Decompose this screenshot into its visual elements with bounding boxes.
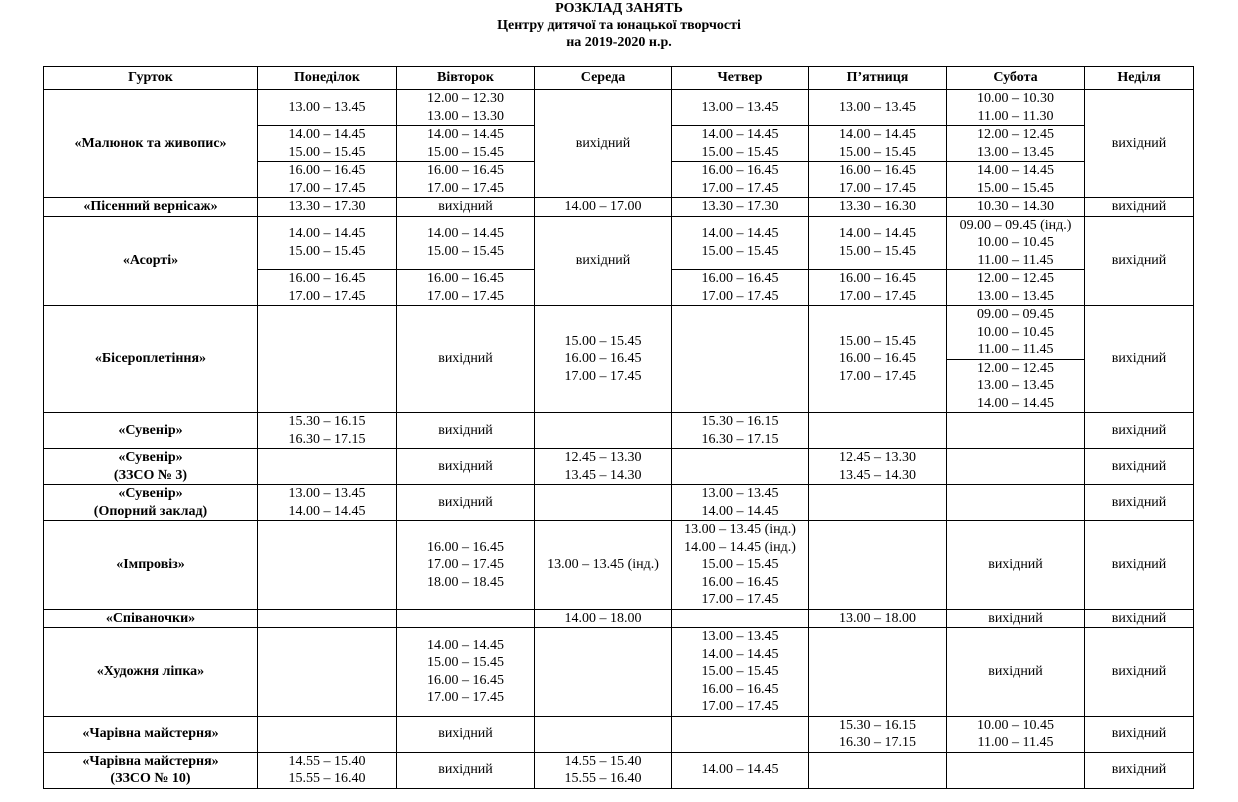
group-name-cell (44, 485, 258, 521)
table-row (44, 198, 1194, 217)
table-row (44, 485, 1194, 521)
schedule-cell (809, 485, 947, 521)
time-slot-text: 16.00 – 16.45 (427, 271, 504, 286)
schedule-cell (672, 609, 809, 628)
group-name-cell (44, 521, 258, 610)
time-slot-text: 17.00 – 17.45 (701, 699, 779, 714)
group-name-cell (44, 609, 258, 628)
table-row (44, 716, 1194, 752)
schedule-cell (258, 413, 397, 449)
schedule-cell (947, 609, 1085, 628)
time-slot-text: 15.00 – 15.45 (839, 333, 916, 349)
schedule-cell (672, 449, 809, 485)
table-row (44, 521, 1194, 610)
schedule-cell (258, 198, 397, 217)
schedule-cell (535, 521, 672, 610)
time-slot-text: 14.00 – 14.45 (701, 646, 779, 662)
time-slot-text: 13.00 – 13.45 (701, 486, 779, 501)
schedule-cell (1085, 216, 1194, 306)
schedule-cell (672, 306, 809, 413)
group-name-cell (44, 90, 258, 198)
schedule-cell (397, 449, 535, 485)
schedule-cell (947, 90, 1085, 126)
col-header-monday: Понеділок (258, 67, 397, 90)
time-slot-text: вихідний (1111, 422, 1167, 438)
time-slot-text: «Імпровіз» (116, 557, 185, 572)
time-slot-text: 16.00 – 16.45 (701, 163, 779, 178)
time-slot-text: 15.00 – 15.45 (564, 333, 642, 349)
time-slot-text: «Сувенір» (118, 422, 183, 438)
schedule-cell (397, 162, 535, 198)
schedule-cell (809, 216, 947, 270)
col-header-sunday: Неділя (1085, 67, 1194, 90)
time-slot-text: «Чарівна майстерня» (82, 753, 219, 769)
time-slot-text: 13.00 – 13.45 (інд.) (684, 522, 796, 537)
schedule-cell (258, 628, 397, 717)
schedule-cell (947, 413, 1085, 449)
time-slot-text: 14.00 – 17.00 (564, 199, 642, 214)
time-slot-text: 15.00 – 15.45 (427, 144, 504, 160)
col-header-wednesday: Середа (535, 67, 672, 90)
time-slot-text: 14.00 – 14.45 (288, 503, 366, 519)
time-slot-text: 15.00 – 15.45 (427, 243, 504, 259)
schedule-cell (947, 198, 1085, 217)
schedule-cell (397, 752, 535, 788)
time-slot-text: 14.00 – 14.45 (інд.) (684, 539, 796, 555)
time-slot-text: 17.00 – 17.45 (427, 288, 504, 304)
schedule-cell (258, 449, 397, 485)
schedule-cell (947, 270, 1085, 306)
time-slot-text: 17.00 – 17.45 (427, 690, 504, 706)
time-slot-text: 13.00 – 13.45 (701, 99, 779, 115)
time-slot-text: 14.00 – 14.45 (427, 127, 504, 142)
time-slot-text: 17.00 – 17.45 (701, 592, 779, 607)
time-slot-text: 17.00 – 17.45 (288, 180, 366, 196)
time-slot-text: 10.00 – 10.45 (977, 717, 1054, 733)
schedule-cell (397, 270, 535, 306)
schedule-cell (1085, 90, 1194, 198)
time-slot-text: 14.00 – 14.45 (701, 762, 779, 778)
time-slot-text: 14.00 – 14.45 (427, 637, 504, 653)
schedule-cell (1085, 752, 1194, 788)
header-row (44, 67, 1194, 90)
schedule-cell (672, 90, 809, 126)
col-header-tuesday: Вівторок (397, 67, 535, 90)
time-slot-text: 09.00 – 09.45 (977, 307, 1054, 322)
time-slot-text: вихідний (988, 610, 1043, 626)
time-slot-text: вихідний (1111, 726, 1167, 742)
time-slot-text: 17.00 – 17.45 (701, 288, 779, 304)
time-slot-text: 18.00 – 18.45 (427, 574, 504, 590)
time-slot-text: 15.00 – 15.45 (288, 144, 366, 160)
schedule-cell (672, 752, 809, 788)
schedule-cell (397, 716, 535, 752)
time-slot-text: 13.00 – 13.45 (інд.) (547, 557, 659, 572)
time-slot-text: вихідний (1111, 458, 1167, 474)
time-slot-text: 15.00 – 15.45 (977, 180, 1054, 196)
time-slot-text: 16.00 – 16.45 (288, 271, 366, 286)
document-header (0, 0, 1238, 51)
time-slot-text: 17.00 – 17.45 (427, 180, 504, 196)
time-slot-text: 17.00 – 17.45 (564, 368, 642, 384)
time-slot-text: 14.00 – 14.45 (977, 163, 1054, 178)
time-slot-text: 14.55 – 15.40 (288, 753, 366, 769)
group-name-cell (44, 198, 258, 217)
time-slot-text: 10.00 – 10.45 (977, 324, 1054, 340)
time-slot-text: 16.30 – 17.15 (839, 735, 916, 750)
schedule-cell (1085, 485, 1194, 521)
schedule-cell (672, 716, 809, 752)
time-slot-text: 17.00 – 17.45 (427, 557, 504, 572)
schedule-cell (672, 413, 809, 449)
schedule-cell (1085, 198, 1194, 217)
time-slot-text: вихідний (438, 762, 493, 778)
time-slot-text: 16.00 – 16.45 (427, 539, 504, 555)
schedule-cell (535, 485, 672, 521)
time-slot-text: 13.00 – 13.45 (288, 486, 366, 501)
schedule-cell (1085, 628, 1194, 717)
table-row (44, 628, 1194, 717)
time-slot-text: 12.00 – 12.45 (977, 127, 1054, 142)
time-slot-text: вихідний (438, 422, 493, 438)
schedule-cell (672, 126, 809, 162)
time-slot-text: 12.00 – 12.45 (977, 271, 1054, 286)
time-slot-text: 13.00 – 13.45 (977, 144, 1054, 160)
time-slot-text: 15.00 – 15.45 (701, 664, 779, 679)
schedule-cell (535, 628, 672, 717)
time-slot-text: 14.00 – 14.45 (977, 395, 1054, 411)
schedule-cell (1085, 449, 1194, 485)
schedule-cell (1085, 306, 1194, 413)
time-slot-text: 13.45 – 14.30 (839, 467, 916, 483)
table-row (44, 90, 1194, 126)
group-name-cell (44, 413, 258, 449)
time-slot-text: 09.00 – 09.45 (інд.) (959, 217, 1072, 233)
time-slot-text: 15.55 – 16.40 (564, 771, 642, 786)
time-slot-text: вихідний (575, 253, 631, 268)
time-slot-text: 14.00 – 14.45 (288, 226, 366, 242)
time-slot-text: вихідний (1111, 610, 1167, 626)
schedule-cell (258, 216, 397, 270)
time-slot-text: 11.00 – 11.45 (977, 252, 1054, 268)
schedule-cell (672, 216, 809, 270)
time-slot-text: 11.00 – 11.45 (977, 342, 1054, 357)
time-slot-text: 13.00 – 13.45 (977, 288, 1054, 304)
time-slot-text: 16.00 – 16.45 (839, 163, 916, 178)
time-slot-text: 16.00 – 16.45 (839, 351, 916, 367)
schedule-cell (809, 126, 947, 162)
col-header-friday: П’ятниця (809, 67, 947, 90)
time-slot-text: 12.00 – 12.45 (977, 360, 1054, 376)
schedule-cell (397, 521, 535, 610)
time-slot-text: «Сувенір» (118, 486, 183, 501)
schedule-cell (947, 628, 1085, 717)
table-row (44, 216, 1194, 270)
time-slot-text: 16.30 – 17.15 (701, 431, 779, 447)
schedule-cell (947, 306, 1085, 360)
col-header-thursday: Четвер (672, 67, 809, 90)
schedule-cell (397, 198, 535, 217)
schedule-cell (809, 90, 947, 126)
time-slot-text: 15.30 – 16.15 (288, 414, 366, 429)
schedule-cell (535, 306, 672, 413)
time-slot-text: вихідний (575, 135, 631, 151)
time-slot-text: вихідний (438, 199, 493, 214)
schedule-cell (809, 752, 947, 788)
group-name-cell (44, 752, 258, 788)
schedule-cell (809, 306, 947, 413)
time-slot-text: 16.00 – 16.45 (427, 163, 504, 178)
time-slot-text: «Бісероплетіння» (94, 351, 207, 367)
schedule-cell (258, 162, 397, 198)
schedule-cell (258, 126, 397, 162)
schedule-cell (397, 216, 535, 270)
schedule-cell (535, 90, 672, 198)
time-slot-text: вихідний (438, 494, 493, 510)
schedule-cell (258, 716, 397, 752)
time-slot-text: 17.00 – 17.45 (839, 180, 916, 196)
schedule-cell (397, 628, 535, 717)
time-slot-text: «Пісенний вернісаж» (83, 199, 218, 214)
time-slot-text: 16.00 – 16.45 (701, 681, 779, 697)
time-slot-text: 13.45 – 14.30 (564, 467, 642, 483)
time-slot-text: 15.30 – 16.15 (701, 414, 779, 429)
time-slot-text: 14.00 – 14.45 (427, 226, 504, 242)
academic-year: на 2019-2020 н.р. (566, 35, 672, 50)
col-header-group: Гурток (44, 67, 258, 90)
schedule-cell (397, 413, 535, 449)
schedule-cell (535, 449, 672, 485)
schedule-cell (672, 628, 809, 717)
time-slot-text: вихідний (1111, 199, 1167, 214)
time-slot-text: вихідний (438, 726, 493, 742)
table-row (44, 306, 1194, 360)
time-slot-text: 16.00 – 16.45 (701, 574, 779, 590)
schedule-cell (535, 716, 672, 752)
schedule-cell (397, 90, 535, 126)
time-slot-text: (ЗЗСО № 3) (113, 467, 188, 483)
table-row (44, 752, 1194, 788)
time-slot-text: (Опорний заклад) (93, 503, 208, 519)
time-slot-text: 14.00 – 14.45 (839, 127, 916, 142)
time-slot-text: 14.00 – 14.45 (288, 127, 366, 142)
schedule-cell (258, 485, 397, 521)
time-slot-text: 13.00 – 18.00 (839, 610, 916, 626)
schedule-cell (809, 609, 947, 628)
schedule-cell (947, 716, 1085, 752)
time-slot-text: 15.00 – 15.45 (427, 655, 504, 671)
group-name-cell (44, 449, 258, 485)
time-slot-text: «Художня ліпка» (96, 664, 205, 679)
time-slot-text: 15.00 – 15.45 (701, 557, 779, 572)
time-slot-text: 14.00 – 18.00 (564, 610, 642, 626)
schedule-cell (1085, 716, 1194, 752)
group-name-cell (44, 628, 258, 717)
time-slot-text: 15.00 – 15.45 (839, 144, 916, 160)
document-title: РОЗКЛАД ЗАНЯТЬ (555, 1, 683, 16)
group-name-cell (44, 216, 258, 306)
time-slot-text: вихідний (1111, 557, 1167, 572)
table-row (44, 449, 1194, 485)
schedule-cell (1085, 413, 1194, 449)
schedule-cell (258, 752, 397, 788)
schedule-cell (947, 449, 1085, 485)
schedule-cell (672, 162, 809, 198)
schedule-cell (809, 716, 947, 752)
schedule-cell (258, 521, 397, 610)
time-slot-text: 15.00 – 15.45 (839, 243, 916, 259)
schedule-cell (947, 216, 1085, 270)
time-slot-text: 15.30 – 16.15 (839, 717, 916, 733)
time-slot-text: вихідний (1111, 664, 1167, 679)
time-slot-text: 17.00 – 17.45 (701, 180, 779, 196)
time-slot-text: 11.00 – 11.30 (977, 108, 1054, 124)
schedule-cell (258, 270, 397, 306)
schedule-cell (1085, 609, 1194, 628)
table-row (44, 413, 1194, 449)
schedule-cell (672, 521, 809, 610)
schedule-cell (397, 485, 535, 521)
time-slot-text: вихідний (988, 557, 1043, 572)
time-slot-text: 10.30 – 14.30 (977, 199, 1054, 214)
time-slot-text: вихідний (1111, 351, 1167, 367)
schedule-cell (809, 162, 947, 198)
time-slot-text: 11.00 – 11.45 (977, 735, 1054, 750)
time-slot-text: 13.00 – 13.45 (977, 378, 1054, 393)
time-slot-text: 15.00 – 15.45 (288, 243, 366, 259)
time-slot-text: вихідний (1111, 253, 1167, 268)
time-slot-text: 14.00 – 14.45 (701, 503, 779, 519)
time-slot-text: 16.00 – 16.45 (839, 271, 916, 286)
group-name-cell (44, 716, 258, 752)
schedule-cell (258, 90, 397, 126)
schedule-cell (672, 485, 809, 521)
time-slot-text: вихідний (1111, 494, 1167, 510)
schedule-table (43, 66, 1194, 789)
group-name-cell (44, 306, 258, 413)
schedule-cell (947, 485, 1085, 521)
schedule-cell (397, 609, 535, 628)
time-slot-text: вихідний (1111, 135, 1167, 151)
time-slot-text: «Співаночки» (105, 610, 196, 626)
time-slot-text: 12.00 – 12.30 (427, 91, 504, 106)
schedule-cell (535, 216, 672, 306)
document-subtitle: Центру дитячої та юнацької творчості (497, 18, 741, 33)
schedule-cell (535, 752, 672, 788)
time-slot-text: 10.00 – 10.45 (977, 235, 1054, 250)
schedule-cell (397, 306, 535, 413)
time-slot-text: 16.00 – 16.45 (427, 672, 504, 688)
schedule-cell (397, 126, 535, 162)
schedule-cell (947, 359, 1085, 413)
col-header-saturday: Субота (947, 67, 1085, 90)
time-slot-text: вихідний (988, 664, 1043, 679)
time-slot-text: 17.00 – 17.45 (839, 288, 916, 304)
time-slot-text: 16.00 – 16.45 (288, 163, 366, 178)
time-slot-text: 12.45 – 13.30 (839, 450, 916, 465)
schedule-cell (258, 609, 397, 628)
table-row (44, 609, 1194, 628)
time-slot-text: 17.00 – 17.45 (288, 288, 366, 304)
time-slot-text: 13.00 – 13.30 (427, 108, 504, 124)
time-slot-text: вихідний (1111, 762, 1167, 778)
time-slot-text: 16.00 – 16.45 (564, 351, 642, 367)
time-slot-text: 14.00 – 14.45 (701, 226, 779, 242)
schedule-cell (809, 198, 947, 217)
time-slot-text: (ЗЗСО № 10) (110, 771, 191, 786)
schedule-cell (809, 413, 947, 449)
time-slot-text: 10.00 – 10.30 (977, 91, 1054, 106)
time-slot-text: 13.30 – 17.30 (701, 199, 779, 214)
time-slot-text: 12.45 – 13.30 (564, 450, 642, 465)
time-slot-text: 17.00 – 17.45 (839, 368, 916, 384)
schedule-cell (947, 126, 1085, 162)
time-slot-text: 14.55 – 15.40 (564, 753, 642, 769)
schedule-cell (947, 162, 1085, 198)
time-slot-text: «Чарівна майстерня» (82, 726, 219, 742)
time-slot-text: 13.30 – 16.30 (839, 199, 916, 214)
time-slot-text: 15.00 – 15.45 (701, 243, 779, 259)
time-slot-text: 13.00 – 13.45 (288, 99, 366, 115)
time-slot-text: 16.00 – 16.45 (701, 271, 779, 286)
time-slot-text: 14.00 – 14.45 (701, 127, 779, 142)
time-slot-text: 15.55 – 16.40 (288, 771, 366, 786)
time-slot-text: 13.00 – 13.45 (839, 99, 916, 115)
schedule-cell (809, 449, 947, 485)
schedule-cell (535, 609, 672, 628)
schedule-cell (809, 521, 947, 610)
time-slot-text: «Сувенір» (118, 450, 183, 465)
schedule-cell (947, 752, 1085, 788)
time-slot-text: «Малюнок та живопис» (74, 135, 227, 151)
time-slot-text: вихідний (438, 351, 493, 367)
time-slot-text: 13.00 – 13.45 (701, 629, 779, 644)
time-slot-text: 13.30 – 17.30 (288, 199, 366, 214)
schedule-cell (672, 270, 809, 306)
time-slot-text: 16.30 – 17.15 (288, 431, 366, 447)
time-slot-text: вихідний (438, 458, 493, 474)
schedule-cell (535, 413, 672, 449)
schedule-cell (672, 198, 809, 217)
time-slot-text: 14.00 – 14.45 (839, 226, 916, 242)
time-slot-text: «Асорті» (122, 253, 179, 268)
schedule-cell (947, 521, 1085, 610)
time-slot-text: 15.00 – 15.45 (701, 144, 779, 160)
schedule-cell (809, 628, 947, 717)
schedule-cell (258, 306, 397, 413)
schedule-cell (809, 270, 947, 306)
schedule-cell (535, 198, 672, 217)
schedule-cell (1085, 521, 1194, 610)
